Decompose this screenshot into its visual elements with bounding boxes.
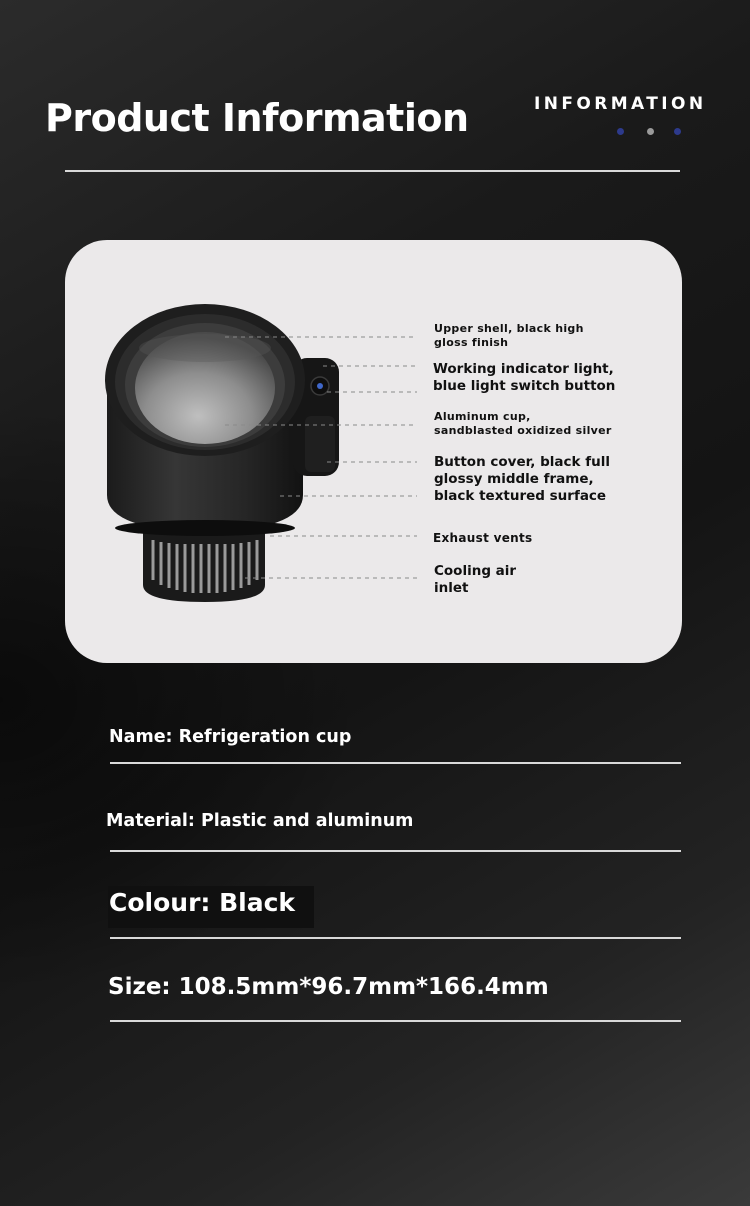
spec-divider: [110, 937, 681, 939]
callout-line: Aluminum cup,: [434, 410, 531, 423]
callout-line: Cooling air: [434, 563, 517, 579]
callout-line: inlet: [434, 580, 469, 596]
spec-divider: [110, 850, 681, 852]
callout-line: blue light switch button: [433, 378, 616, 394]
product-diagram-panel: [65, 240, 682, 663]
spec-name: Name: Refrigeration cup: [109, 727, 352, 747]
callout-upper-shell: [434, 322, 584, 350]
callout-line: Button cover, black full: [434, 454, 610, 470]
callout-line: sandblasted oxidized silver: [434, 424, 612, 437]
dot-middle: [647, 128, 654, 135]
page-title: Product Information: [45, 96, 469, 140]
decorative-dots: [617, 128, 687, 136]
spec-size: Size: 108.5mm*96.7mm*166.4mm: [108, 974, 549, 1000]
callout-aluminum-cup: [434, 410, 612, 438]
callout-cooling-air-inlet: [434, 563, 516, 597]
spec-divider: [110, 762, 681, 764]
spec-divider: [110, 1020, 681, 1022]
callout-indicator-light: [433, 361, 615, 395]
callout-button-cover: [434, 454, 610, 505]
callout-line: glossy middle frame,: [434, 471, 594, 487]
callout-line: gloss finish: [434, 336, 509, 349]
callout-line: black textured surface: [434, 488, 607, 504]
dot-left: [617, 128, 624, 135]
header-divider: [65, 170, 680, 172]
dot-right: [674, 128, 681, 135]
callout-line: Upper shell, black high: [434, 322, 584, 335]
callout-line: Working indicator light,: [433, 361, 614, 377]
section-tag: INFORMATION: [534, 94, 707, 114]
cup-illustration: [65, 240, 682, 663]
spec-colour: Colour: Black: [109, 888, 296, 917]
spec-material: Material: Plastic and aluminum: [106, 811, 414, 831]
callout-exhaust-vents: [433, 531, 532, 545]
callout-line: Exhaust vents: [433, 531, 533, 545]
